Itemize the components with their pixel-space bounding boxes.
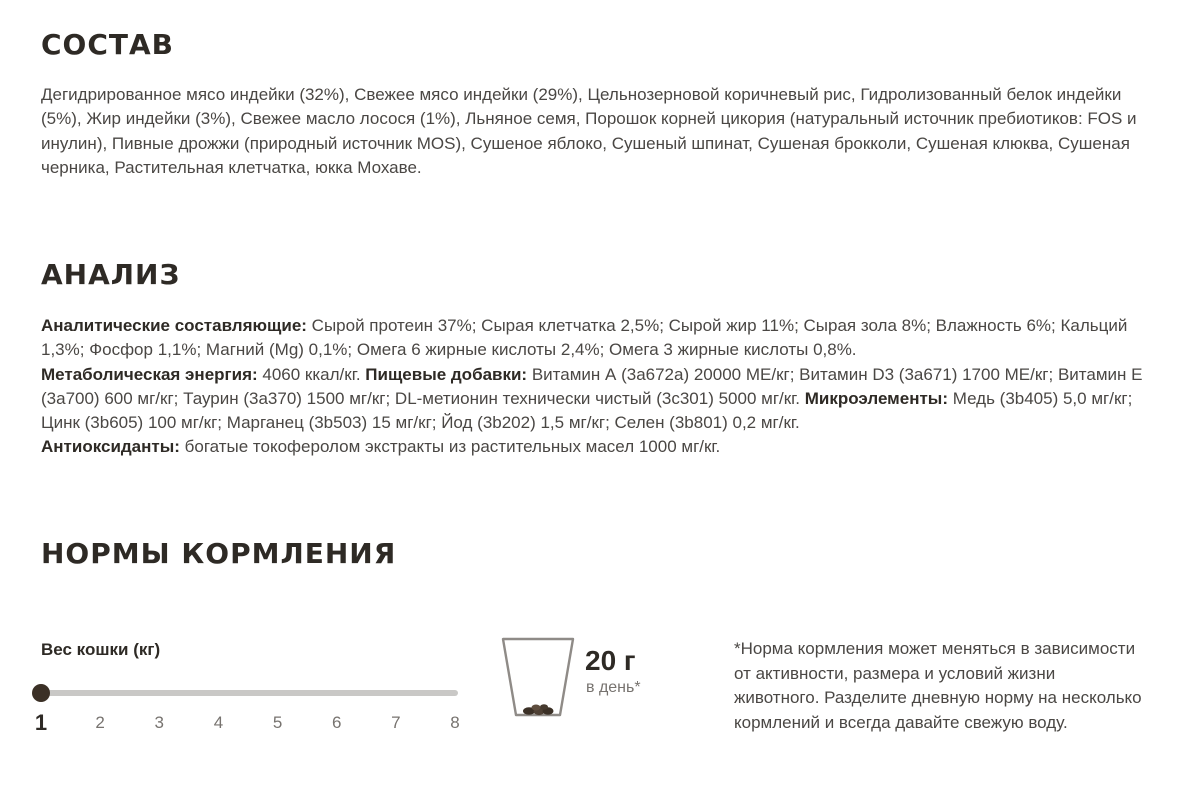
slider-tick[interactable]: 7 [391, 713, 401, 732]
slider-tick[interactable]: 4 [213, 713, 224, 732]
weight-slider-label: Вес кошки (кг) [41, 640, 161, 659]
composition-heading: СОСТАВ [41, 28, 175, 61]
daily-amount: 20 г [585, 645, 636, 676]
energy-text: 4060 ккал/кг. [257, 364, 366, 384]
slider-tick[interactable]: 6 [331, 713, 342, 732]
slider-tick[interactable]: 3 [154, 713, 165, 732]
slider-tick[interactable]: 2 [95, 713, 105, 732]
micro-text: Медь (3b405) 5,0 мг/кг; Цинк (3b605) 100 мг/кг; Марганец (3b503) 15 мг/кг; Йод (3b202) 1,5 мг/кг; Селен (3b801) 0,2 мг/кг. [41, 388, 1133, 433]
slider-thumb[interactable] [32, 684, 50, 702]
food-cup-icon [500, 635, 576, 724]
additives-text: Витамин А (3а672а) 20000 МЕ/кг; Витамин D3 (3а671) 1700 МЕ/кг; Витамин Е (3а700) 600 мг/кг; Таурин (3а370) 1500 мг/кг; DL-метионин технически чистый (3с301) 5000 мг/кг. [41, 364, 1143, 408]
antioxidants-label: Антиоксиданты: [41, 437, 180, 457]
energy-label: Метаболическая энергия: [41, 364, 258, 384]
feeding-heading: НОРМЫ КОРМЛЕНИЯ [41, 537, 397, 570]
slider-tick[interactable]: 5 [272, 713, 283, 732]
feeding-note: *Норма кормления может меняться в зависимости от активности, размера и условий жизни животного. Разделите дневную норму на несколько кормлений и всегда давайте свежую воду. [734, 639, 1142, 732]
per-day-label: в день* [586, 679, 641, 696]
slider-track[interactable] [40, 690, 458, 696]
slider-tick[interactable]: 8 [450, 713, 460, 732]
antioxidants-text: богатые токоферолом экстракты из растительных масел 1000 мг/кг. [179, 437, 721, 457]
analysis-heading: АНАЛИЗ [41, 258, 181, 291]
composition-text: Дегидрированное мясо индейки (32%), Свежее мясо индейки (29%), Цельнозерновой коричневый рис, Гидролизованный белок индейки (5%), Жир индейки (3%), Свежее масло лосося (1%), Льняное семя, Порошок корней цикория (натуральный источник пребиотиков: FOS и инулин), Пивные дрожжи (природный источник MOS), Сушеное яблоко, Сушеный шпинат, Сушеная брокколи, Сушеная клюква, Сушеная черника, Растительная клетчатка, юкка Мохаве. [41, 85, 1137, 177]
analytical-label: Аналитические составляющие: [41, 316, 307, 335]
slider-tick[interactable]: 1 [34, 710, 48, 735]
additives-label: Пищевые добавки: [365, 364, 528, 384]
micro-label: Микроэлементы: [804, 388, 948, 408]
analysis-text [41, 314, 1151, 460]
analytical-text: Сырой протеин 37%; Сырая клетчатка 2,5%; Сырой жир 11%; Сырая зола 8%; Влажность 6%; Кальций 1,3%; Фосфор 1,1%; Магний (Mg) 0,1%; Омега 6 жирные кислоты 2,4%; Омега 3 жирные кислоты 0,8%. [41, 316, 1128, 360]
